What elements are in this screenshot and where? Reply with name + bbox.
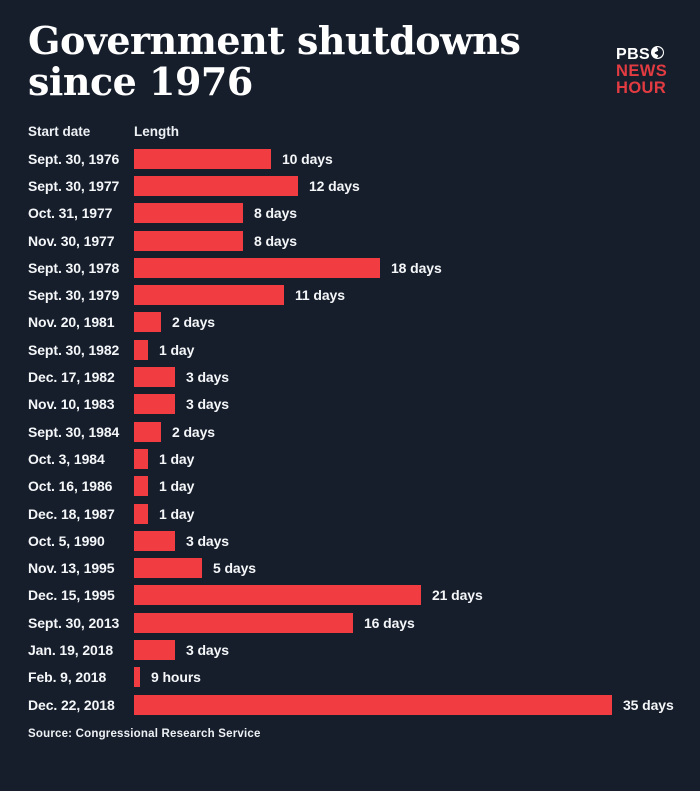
chart-row xyxy=(28,254,700,281)
chart-row xyxy=(28,227,700,254)
bar xyxy=(134,613,353,633)
row-date-label: Nov. 10, 1983 xyxy=(28,396,115,413)
bar xyxy=(134,449,148,469)
chart-row xyxy=(28,473,700,500)
row-date-label: Dec. 22, 2018 xyxy=(28,696,115,713)
bar-value-label: 1 day xyxy=(159,341,195,358)
bar-value-label: 8 days xyxy=(254,232,297,249)
bar-value-label: 1 day xyxy=(159,505,195,522)
chart-row xyxy=(28,363,700,390)
bar xyxy=(134,394,175,414)
bar xyxy=(134,558,202,578)
row-date-label: Feb. 9, 2018 xyxy=(28,669,107,686)
row-date-label: Jan. 19, 2018 xyxy=(28,641,114,658)
bar xyxy=(134,531,175,551)
infographic-page xyxy=(0,20,700,791)
row-date-label: Oct. 5, 1990 xyxy=(28,532,105,549)
logo-news-text: NEWS xyxy=(616,62,668,80)
bar xyxy=(134,585,421,605)
chart-row xyxy=(28,554,700,581)
row-date-label: Sept. 30, 1984 xyxy=(28,423,120,440)
row-date-label: Oct. 3, 1984 xyxy=(28,450,105,467)
chart-row xyxy=(28,172,700,199)
bar xyxy=(134,640,175,660)
bar-value-label: 9 hours xyxy=(151,669,201,686)
bar xyxy=(134,340,148,360)
row-date-label: Sept. 30, 1976 xyxy=(28,150,120,167)
bar-value-label: 1 day xyxy=(159,450,195,467)
row-date-label: Dec. 15, 1995 xyxy=(28,587,115,604)
pbs-newshour-logo xyxy=(616,46,667,97)
bar-value-label: 21 days xyxy=(432,587,483,604)
chart-row xyxy=(28,445,700,472)
bar xyxy=(134,695,612,715)
chart-row xyxy=(28,664,700,691)
bar xyxy=(134,667,140,687)
logo-hour-text: HOUR xyxy=(616,79,667,97)
row-date-label: Sept. 30, 1979 xyxy=(28,287,120,304)
bar-value-label: 2 days xyxy=(172,314,215,331)
bar xyxy=(134,285,284,305)
column-header-length: Length xyxy=(134,124,179,139)
source-note: Source: Congressional Research Service xyxy=(28,728,261,741)
row-date-label: Sept. 30, 1977 xyxy=(28,177,120,194)
chart-row xyxy=(28,200,700,227)
bar-value-label: 3 days xyxy=(186,532,229,549)
bar xyxy=(134,476,148,496)
bar-value-label: 12 days xyxy=(309,177,360,194)
chart-row xyxy=(28,145,700,172)
bar-value-label: 3 days xyxy=(186,641,229,658)
row-date-label: Nov. 20, 1981 xyxy=(28,314,115,331)
logo-pbs-line xyxy=(616,46,667,63)
bar-value-label: 2 days xyxy=(172,423,215,440)
bar xyxy=(134,203,243,223)
bar-value-label: 11 days xyxy=(295,287,345,304)
chart-row xyxy=(28,418,700,445)
bar-value-label: 16 days xyxy=(364,614,415,631)
bar xyxy=(134,149,271,169)
pbs-head-icon xyxy=(651,46,664,63)
bar-value-label: 18 days xyxy=(391,259,442,276)
bar-value-label: 10 days xyxy=(282,150,333,167)
chart-row xyxy=(28,336,700,363)
row-date-label: Nov. 13, 1995 xyxy=(28,560,115,577)
row-date-label: Dec. 17, 1982 xyxy=(28,369,115,386)
logo-pbs-text: PBS xyxy=(616,46,651,63)
bar xyxy=(134,258,380,278)
bar xyxy=(134,176,298,196)
row-date-label: Dec. 18, 1987 xyxy=(28,505,115,522)
chart-row xyxy=(28,636,700,663)
bar xyxy=(134,422,161,442)
chart-row xyxy=(28,281,700,308)
chart-row xyxy=(28,500,700,527)
chart-row xyxy=(28,527,700,554)
column-headers xyxy=(28,118,700,145)
page xyxy=(0,20,700,791)
bar-value-label: 1 day xyxy=(159,478,195,495)
row-date-label: Oct. 31, 1977 xyxy=(28,205,113,222)
chart-row xyxy=(28,391,700,418)
bar xyxy=(134,231,243,251)
bar xyxy=(134,312,161,332)
chart-row xyxy=(28,609,700,636)
chart-row xyxy=(28,691,700,718)
chart-rows xyxy=(0,145,700,718)
chart-row xyxy=(28,309,700,336)
bar xyxy=(134,504,148,524)
row-date-label: Sept. 30, 1982 xyxy=(28,341,120,358)
bar-value-label: 35 days xyxy=(623,696,674,713)
bar-value-label: 3 days xyxy=(186,396,229,413)
row-date-label: Sept. 30, 2013 xyxy=(28,614,120,631)
chart-title-line-1: Government shutdowns xyxy=(28,18,521,63)
bar-value-label: 3 days xyxy=(186,369,229,386)
column-header-start-date: Start date xyxy=(28,124,91,139)
bar-value-label: 5 days xyxy=(213,560,256,577)
chart-title-line-2: since 1976 xyxy=(28,59,253,104)
chart-title xyxy=(28,20,700,102)
row-date-label: Sept. 30, 1978 xyxy=(28,259,120,276)
bar xyxy=(134,367,175,387)
bar-value-label: 8 days xyxy=(254,205,297,222)
row-date-label: Oct. 16, 1986 xyxy=(28,478,113,495)
chart-row xyxy=(28,582,700,609)
row-date-label: Nov. 30, 1977 xyxy=(28,232,115,249)
